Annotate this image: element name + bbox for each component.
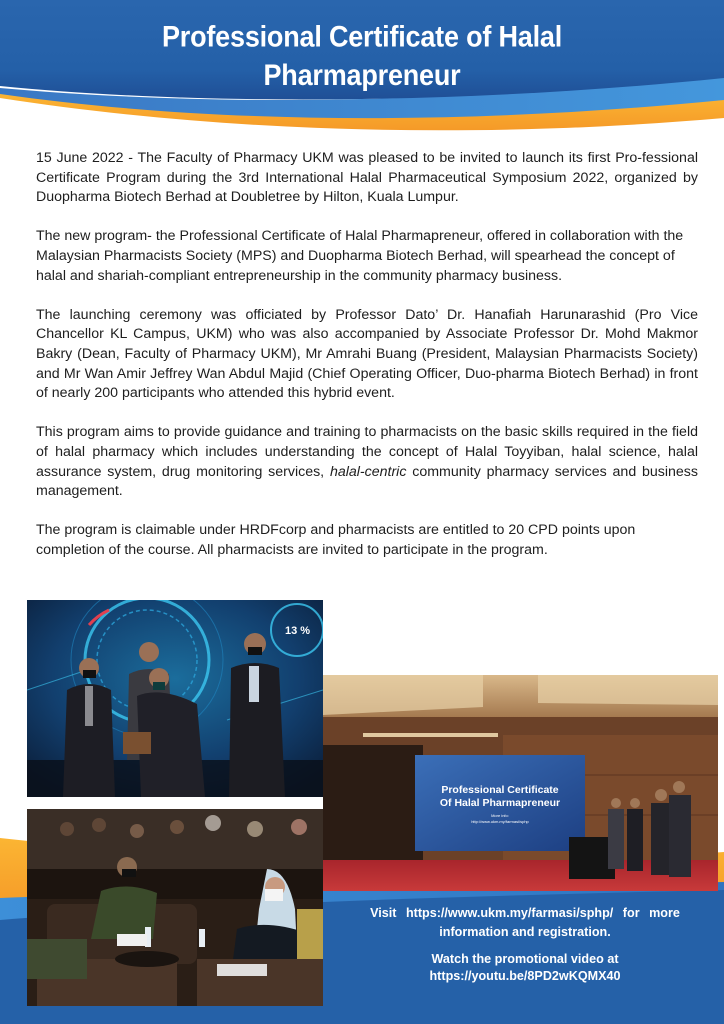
screen-title-line-2: Of Halal Pharmapreneur <box>439 797 561 809</box>
promo-video-label: Watch the promotional video at <box>431 952 619 966</box>
promo-video-text <box>360 951 690 985</box>
paragraph-program: The new program- the Professional Certificate of Halal Pharmapreneur, offered in collaboration with the Malaysian Pharmacists Society (MPS) and Duopharma Biotech Berhad, will spearhead the concept of halal and shariah-compliant entrepreneurship in the community pharmacy business. <box>36 228 684 284</box>
photo-launch-officials <box>27 600 323 797</box>
screen-url: http://www.ukm.my/farmasi/sphp <box>471 819 529 824</box>
photo-stage-launch <box>323 675 718 891</box>
promo-video-link[interactable]: https://youtu.be/8PD2wKQMX40 <box>429 969 621 983</box>
article-body <box>36 149 698 580</box>
screen-percentage: 13 % <box>285 625 311 637</box>
footer-info <box>360 904 690 985</box>
title-line-1: Professional Certificate of Halal <box>161 20 563 53</box>
screen-more-info: More info: <box>491 813 509 818</box>
screen-title-line-1: Professional Certificate <box>441 784 559 796</box>
paragraph-ceremony: The launching ceremony was officiated by Professor Dato’ Dr. Hanafiah Harunarashid (Pro Vice Chancellor KL Campus, UKM) who was also accompanied by Associate Professor Dr. Mohd Makmor Bakry (Dean, Faculty of Pharmacy UKM), Mr Amrahi Buang (President, Malaysian Pharmacists Society) and Mr Wan Amir Jeffrey Wan Abdul Majid (Chief Operating Officer, Duo-pharma Biotech Berhad) in front of nearly 200 participants who attended this hybrid event. <box>36 306 698 402</box>
paragraph-aims <box>36 423 698 501</box>
visit-link-text[interactable]: Visit https://www.ukm.my/farmasi/sphp/ for more <box>370 906 680 920</box>
aims-text-end: community pharmacy services and business management. <box>36 463 698 500</box>
visit-link-text-2: information and registration. <box>439 925 611 939</box>
aims-italic-term: halal-centric <box>329 463 407 480</box>
paragraph-intro: 15 June 2022 - The Faculty of Pharmacy UKM was pleased to be invited to launch its first Pro-fessional Certificate Program during the 3rd International Halal Pharmaceutical Symposium 2022, organized by Duopharma Biotech Berhad at Doubletree by Hilton, Kuala Lumpur. <box>36 150 698 206</box>
title-line-2: Pharmapreneur <box>263 59 461 92</box>
page-title <box>0 17 724 95</box>
photo-audience <box>27 809 323 1006</box>
aims-text: This program aims to provide guidance and training to pharmacists on the basic skills required in the field of halal pharmacy which includes understanding the concept of Halal Toyyiban, halal science, halal assurance system, drug monitoring services, <box>36 424 698 480</box>
paragraph-cpd: The program is claimable under HRDFcorp and pharmacists are entitled to 20 CPD points upon completion of the course. All pharmacists are invited to participate in the program. <box>36 522 636 558</box>
